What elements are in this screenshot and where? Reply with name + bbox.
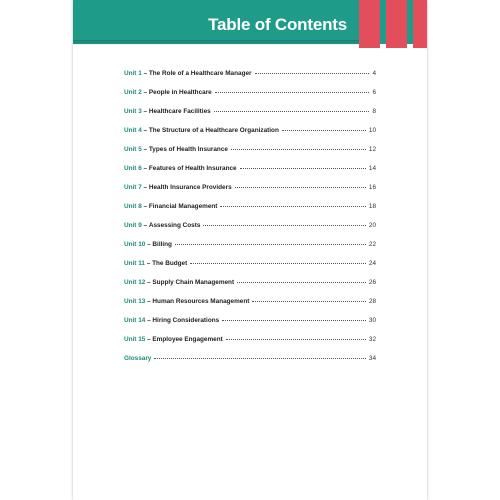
toc-entry[interactable] <box>124 184 376 203</box>
toc-entry-title: Health Insurance Providers <box>148 184 232 191</box>
toc-entry-title: The Budget <box>152 260 188 267</box>
toc-unit-label: Unit 14 <box>124 317 146 324</box>
toc-separator: – <box>141 146 149 153</box>
toc-unit-label: Unit 13 <box>124 298 146 305</box>
toc-unit-label: Unit 2 <box>124 89 142 96</box>
toc-separator: – <box>145 279 153 286</box>
toc-entry-title: Hiring Considerations <box>152 317 220 324</box>
toc-page-number: 6 <box>372 89 376 96</box>
toc-entry-title: Features of Health Insurance <box>148 165 237 172</box>
toc-entry-title: Billing <box>152 241 172 248</box>
table-of-contents <box>124 70 376 374</box>
toc-page-number: 22 <box>368 241 376 248</box>
toc-entry[interactable] <box>124 279 376 298</box>
toc-entry-title: Financial Management <box>148 203 218 210</box>
toc-dot-leader <box>282 130 366 131</box>
toc-page-number: 10 <box>368 127 376 134</box>
toc-entry[interactable] <box>124 89 376 108</box>
toc-dot-leader <box>220 206 365 207</box>
toc-unit-label: Unit 10 <box>124 241 146 248</box>
toc-page-number: 28 <box>368 298 376 305</box>
toc-unit-label: Unit 15 <box>124 336 146 343</box>
toc-separator: – <box>144 260 153 267</box>
toc-entry[interactable] <box>124 355 376 374</box>
toc-entry-title: The Role of a Healthcare Manager <box>148 70 252 77</box>
toc-dot-leader <box>214 111 370 112</box>
decorative-tab <box>359 0 380 48</box>
toc-entry[interactable] <box>124 165 376 184</box>
toc-entry[interactable] <box>124 127 376 146</box>
document-page <box>73 0 427 500</box>
toc-page-number: 12 <box>368 146 376 153</box>
toc-dot-leader <box>252 301 366 302</box>
toc-entry-title: Types of Health Insurance <box>148 146 228 153</box>
decorative-tab <box>413 0 427 48</box>
toc-separator: – <box>141 165 149 172</box>
toc-separator: – <box>145 241 153 248</box>
toc-unit-label: Unit 4 <box>124 127 142 134</box>
toc-page-number: 14 <box>368 165 376 172</box>
toc-dot-leader <box>226 339 366 340</box>
toc-dot-leader <box>215 92 370 93</box>
toc-dot-leader <box>237 282 366 283</box>
toc-dot-leader <box>255 73 370 74</box>
toc-entry[interactable] <box>124 298 376 317</box>
toc-entry[interactable] <box>124 70 376 89</box>
toc-entry[interactable] <box>124 317 376 336</box>
toc-entry[interactable] <box>124 260 376 279</box>
toc-page-number: 30 <box>368 317 376 324</box>
toc-entry[interactable] <box>124 222 376 241</box>
toc-dot-leader <box>154 358 366 359</box>
toc-separator: – <box>141 89 149 96</box>
toc-separator: – <box>145 336 153 343</box>
toc-entry-title: Human Resources Management <box>152 298 250 305</box>
toc-page-number: 16 <box>368 184 376 191</box>
toc-entry[interactable] <box>124 108 376 127</box>
toc-entry-title: Employee Engagement <box>152 336 223 343</box>
toc-unit-label: Unit 11 <box>124 260 145 267</box>
toc-dot-leader <box>235 187 366 188</box>
toc-page-number: 20 <box>368 222 376 229</box>
toc-separator: – <box>145 298 153 305</box>
toc-separator: – <box>141 70 149 77</box>
toc-unit-label: Unit 8 <box>124 203 142 210</box>
toc-entry[interactable] <box>124 241 376 260</box>
toc-page-number: 24 <box>368 260 376 267</box>
toc-entry[interactable] <box>124 146 376 165</box>
decorative-tab <box>386 0 407 48</box>
toc-page-number: 8 <box>372 108 376 115</box>
toc-unit-label: Glossary <box>124 355 152 362</box>
toc-page-number: 34 <box>368 355 376 362</box>
toc-separator: – <box>145 317 153 324</box>
toc-separator: – <box>141 184 149 191</box>
toc-dot-leader <box>231 149 366 150</box>
toc-entry-title: People in Healthcare <box>148 89 212 96</box>
toc-unit-label: Unit 6 <box>124 165 142 172</box>
toc-unit-label: Unit 7 <box>124 184 142 191</box>
page-title: Table of Contents <box>208 15 347 34</box>
toc-dot-leader <box>222 320 366 321</box>
toc-unit-label: Unit 5 <box>124 146 142 153</box>
toc-entry[interactable] <box>124 203 376 222</box>
toc-separator: – <box>141 203 149 210</box>
toc-dot-leader <box>190 263 366 264</box>
toc-entry-title: Healthcare Facilities <box>148 108 211 115</box>
toc-page-number: 32 <box>368 336 376 343</box>
toc-entry-title: Supply Chain Management <box>152 279 235 286</box>
banner-shadow <box>73 40 373 45</box>
toc-unit-label: Unit 3 <box>124 108 142 115</box>
toc-page-number: 18 <box>368 203 376 210</box>
toc-page-number: 26 <box>368 279 376 286</box>
toc-unit-label: Unit 1 <box>124 70 142 77</box>
toc-separator: – <box>141 127 149 134</box>
toc-page-number: 4 <box>372 70 376 77</box>
toc-entry[interactable] <box>124 336 376 355</box>
toc-entry-title: Assessing Costs <box>148 222 201 229</box>
toc-dot-leader <box>175 244 366 245</box>
toc-entry-title: The Structure of a Healthcare Organization <box>148 127 279 134</box>
toc-dot-leader <box>240 168 366 169</box>
toc-separator: – <box>141 222 149 229</box>
toc-unit-label: Unit 9 <box>124 222 142 229</box>
toc-separator: – <box>141 108 149 115</box>
toc-unit-label: Unit 12 <box>124 279 146 286</box>
toc-dot-leader <box>203 225 366 226</box>
